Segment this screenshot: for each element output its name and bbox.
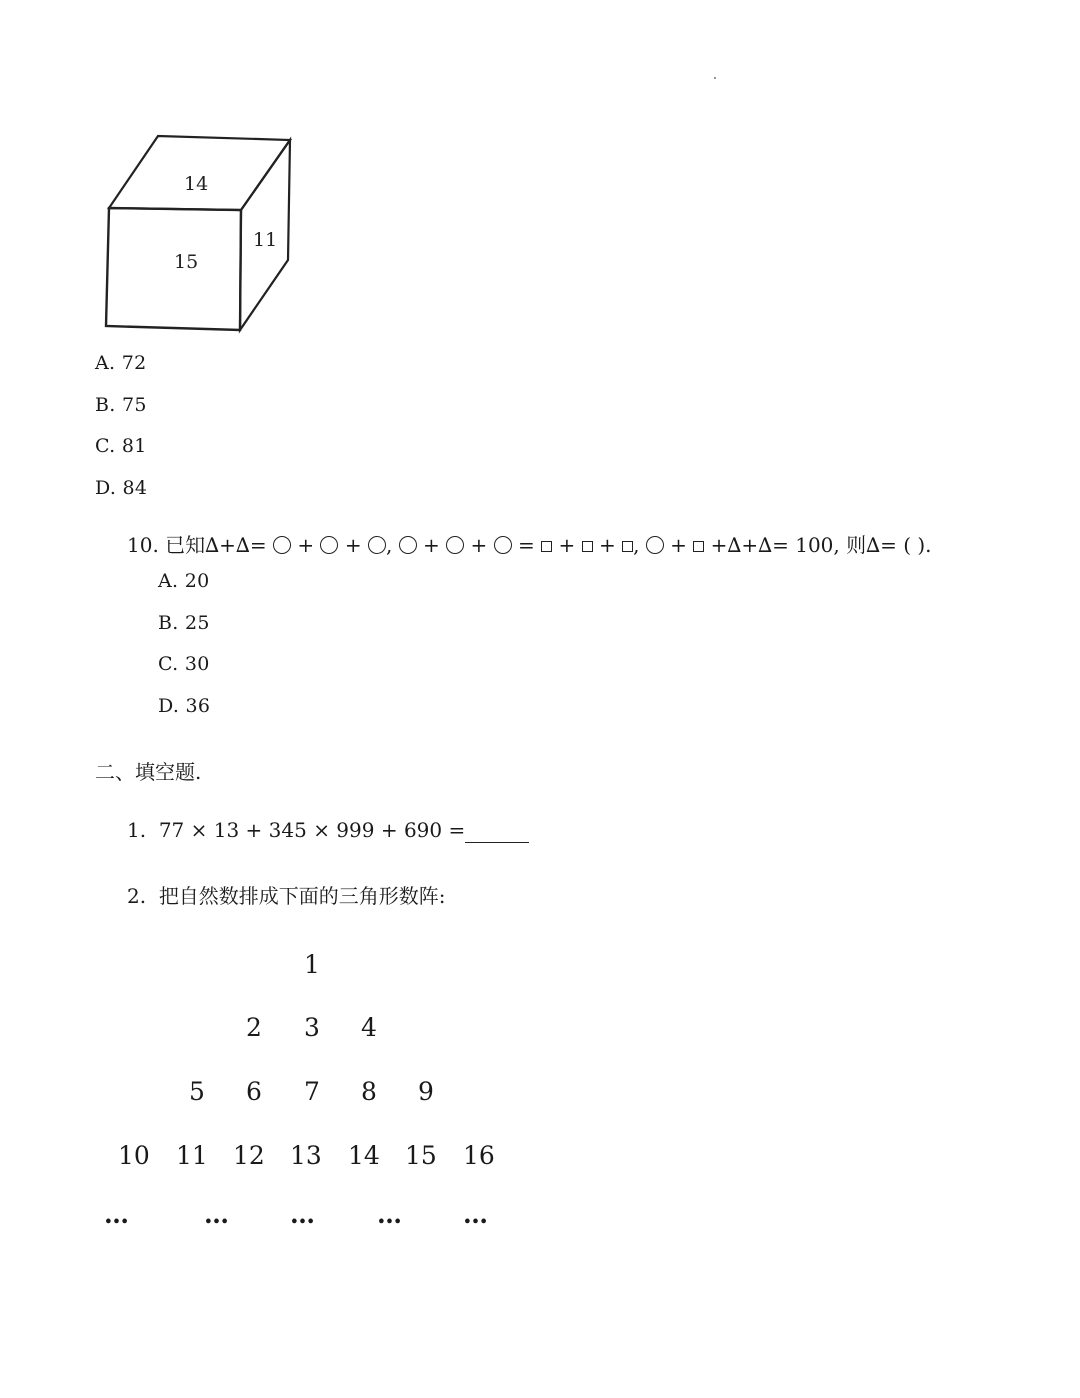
tri-num: 15 bbox=[405, 1141, 437, 1170]
square-symbol bbox=[582, 541, 593, 552]
triangle-symbol: ∆+∆= bbox=[205, 533, 267, 557]
circle-symbol bbox=[399, 536, 417, 554]
circle-symbol bbox=[446, 536, 464, 554]
tri-num: 7 bbox=[304, 1077, 320, 1106]
q10-option-a: A. 20 bbox=[158, 570, 210, 592]
tri-num: 3 bbox=[304, 1013, 320, 1042]
circle-symbol bbox=[494, 536, 512, 554]
tri-num: 11 bbox=[176, 1141, 208, 1170]
q10-option-b: B. 25 bbox=[158, 612, 210, 634]
square-symbol bbox=[622, 541, 633, 552]
tri-num: 2 bbox=[246, 1013, 262, 1042]
fill1-number: 1. bbox=[127, 818, 147, 842]
q10-lead: 已知 bbox=[165, 533, 206, 557]
tri-num: 9 bbox=[418, 1077, 434, 1106]
q9-option-c: C. 81 bbox=[95, 435, 147, 457]
q10-end: = ( ). bbox=[880, 533, 932, 557]
tri-num: 8 bbox=[361, 1077, 377, 1106]
q10-tail: = 100, 则 bbox=[772, 533, 867, 557]
stray-dot bbox=[714, 77, 716, 79]
tri-num: 12 bbox=[233, 1141, 265, 1170]
tri-num: 10 bbox=[118, 1141, 150, 1170]
square-symbol bbox=[693, 541, 704, 552]
circle-symbol bbox=[273, 536, 291, 554]
cube-top-label: 14 bbox=[184, 173, 209, 195]
tri-num: 5 bbox=[189, 1077, 205, 1106]
q9-option-a: A. 72 bbox=[95, 352, 147, 374]
cube-side-label: 11 bbox=[253, 229, 278, 251]
fill-question-1 bbox=[127, 818, 529, 843]
tri-ellipsis: … bbox=[204, 1200, 229, 1229]
cube-front-label: 15 bbox=[174, 251, 199, 273]
square-symbol bbox=[541, 541, 552, 552]
tri-num: 1 bbox=[304, 950, 320, 979]
answer-blank bbox=[465, 818, 529, 843]
tri-ellipsis: … bbox=[463, 1200, 488, 1229]
q9-option-d: D. 84 bbox=[95, 477, 148, 499]
circle-symbol bbox=[320, 536, 338, 554]
q9-option-b: B. 75 bbox=[95, 394, 147, 416]
q10-number: 10. bbox=[127, 533, 159, 557]
q10-question: 10. 已知∆+∆= + + , + + = + + , + +∆+∆= 100, 则∆= ( ). bbox=[127, 533, 932, 557]
tri-num: 13 bbox=[290, 1141, 322, 1170]
tri-num: 6 bbox=[246, 1077, 262, 1106]
q10-option-c: C. 30 bbox=[158, 653, 210, 675]
section-title: 二、填空题. bbox=[95, 760, 202, 784]
circle-symbol bbox=[368, 536, 386, 554]
tri-num: 14 bbox=[348, 1141, 380, 1170]
tri-ellipsis: … bbox=[377, 1200, 402, 1229]
tri-num: 16 bbox=[463, 1141, 495, 1170]
cube-figure bbox=[100, 130, 300, 340]
q10-option-d: D. 36 bbox=[158, 695, 211, 717]
circle-symbol bbox=[646, 536, 664, 554]
fill2-text: 把自然数排成下面的三角形数阵: bbox=[158, 884, 446, 908]
tri-num: 4 bbox=[361, 1013, 377, 1042]
fill1-expression: 77 × 13 + 345 × 999 + 690 = bbox=[158, 818, 466, 842]
tri-ellipsis: … bbox=[104, 1200, 129, 1229]
fill2-number: 2. bbox=[127, 884, 147, 908]
tri-ellipsis: … bbox=[290, 1200, 315, 1229]
fill-question-2 bbox=[127, 880, 446, 909]
